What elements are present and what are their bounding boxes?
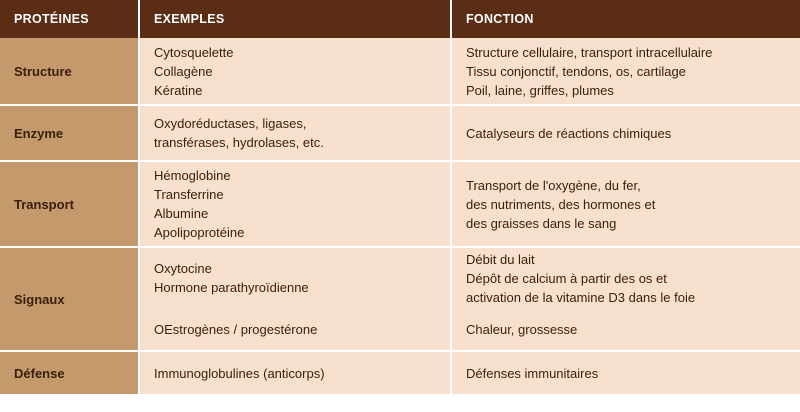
row-examples-defense: [140, 352, 452, 394]
function-line: des nutriments, des hormones et: [466, 196, 656, 212]
example-line: Apolipoprotéine: [154, 225, 245, 240]
row-examples-structure: [140, 38, 452, 104]
table-row: [0, 162, 800, 248]
example-line: Kératine: [154, 82, 203, 98]
column-header-exemples: EXEMPLES: [140, 0, 452, 38]
function-line: Transport de l'oxygène, du fer,: [466, 177, 641, 193]
row-category-signaux: Signaux: [0, 248, 140, 350]
function-line: Dépôt de calcium à partir des os et: [466, 270, 667, 286]
examples-group-hormones: [140, 248, 450, 309]
row-examples-signaux: [140, 248, 452, 350]
function-line: Débit du lait: [466, 251, 535, 267]
example-line: Hémoglobine: [154, 168, 231, 183]
row-function-transport: [452, 162, 800, 246]
column-header-proteines: PROTÉINES: [0, 0, 140, 38]
row-examples-transport: [140, 162, 452, 246]
function-line: activation de la vitamine D3 dans le foie: [466, 289, 696, 305]
example-line: Immunoglobulines (anticorps): [154, 365, 325, 381]
table-row: [0, 352, 800, 394]
row-category-transport: Transport: [0, 162, 140, 246]
example-line: Cytosquelette: [154, 44, 234, 60]
function-line: Poil, laine, griffes, plumes: [466, 82, 614, 98]
example-line: OEstrogènes / progestérone: [154, 321, 318, 337]
column-header-fonction: FONCTION: [466, 12, 534, 26]
function-line: Défenses immunitaires: [466, 365, 599, 381]
example-line: Hormone parathyroïdienne: [154, 280, 309, 296]
table-row: [0, 106, 800, 162]
table-row: [0, 38, 800, 106]
table-header-row: [0, 0, 800, 38]
row-function-enzyme: [452, 106, 800, 160]
row-function-signaux: [452, 248, 800, 350]
example-line: Collagène: [154, 63, 213, 79]
row-category-defense: Défense: [0, 352, 140, 394]
function-group-hormones: [452, 248, 800, 309]
function-line: Tissu conjonctif, tendons, os, cartilage: [466, 63, 686, 79]
function-line: des graisses dans le sang: [466, 215, 617, 231]
example-line: Oxydoréductases, ligases,: [154, 116, 307, 131]
examples-group-steroids: [140, 309, 450, 350]
row-category-enzyme: Enzyme: [0, 106, 140, 160]
row-category-structure: Structure: [0, 38, 140, 104]
row-function-defense: [452, 352, 800, 394]
function-line: Chaleur, grossesse: [466, 321, 578, 337]
row-examples-enzyme: [140, 106, 452, 160]
example-line: Transferrine: [154, 187, 224, 202]
example-line: Albumine: [154, 206, 209, 221]
table-row: [0, 248, 800, 352]
function-line: Structure cellulaire, transport intracellulaire: [466, 44, 713, 60]
row-function-structure: [452, 38, 800, 104]
example-line: Oxytocine: [154, 261, 212, 277]
function-line: Catalyseurs de réactions chimiques: [466, 125, 672, 141]
function-group-steroids: [452, 309, 800, 350]
example-line: transférases, hydrolases, etc.: [154, 135, 324, 150]
